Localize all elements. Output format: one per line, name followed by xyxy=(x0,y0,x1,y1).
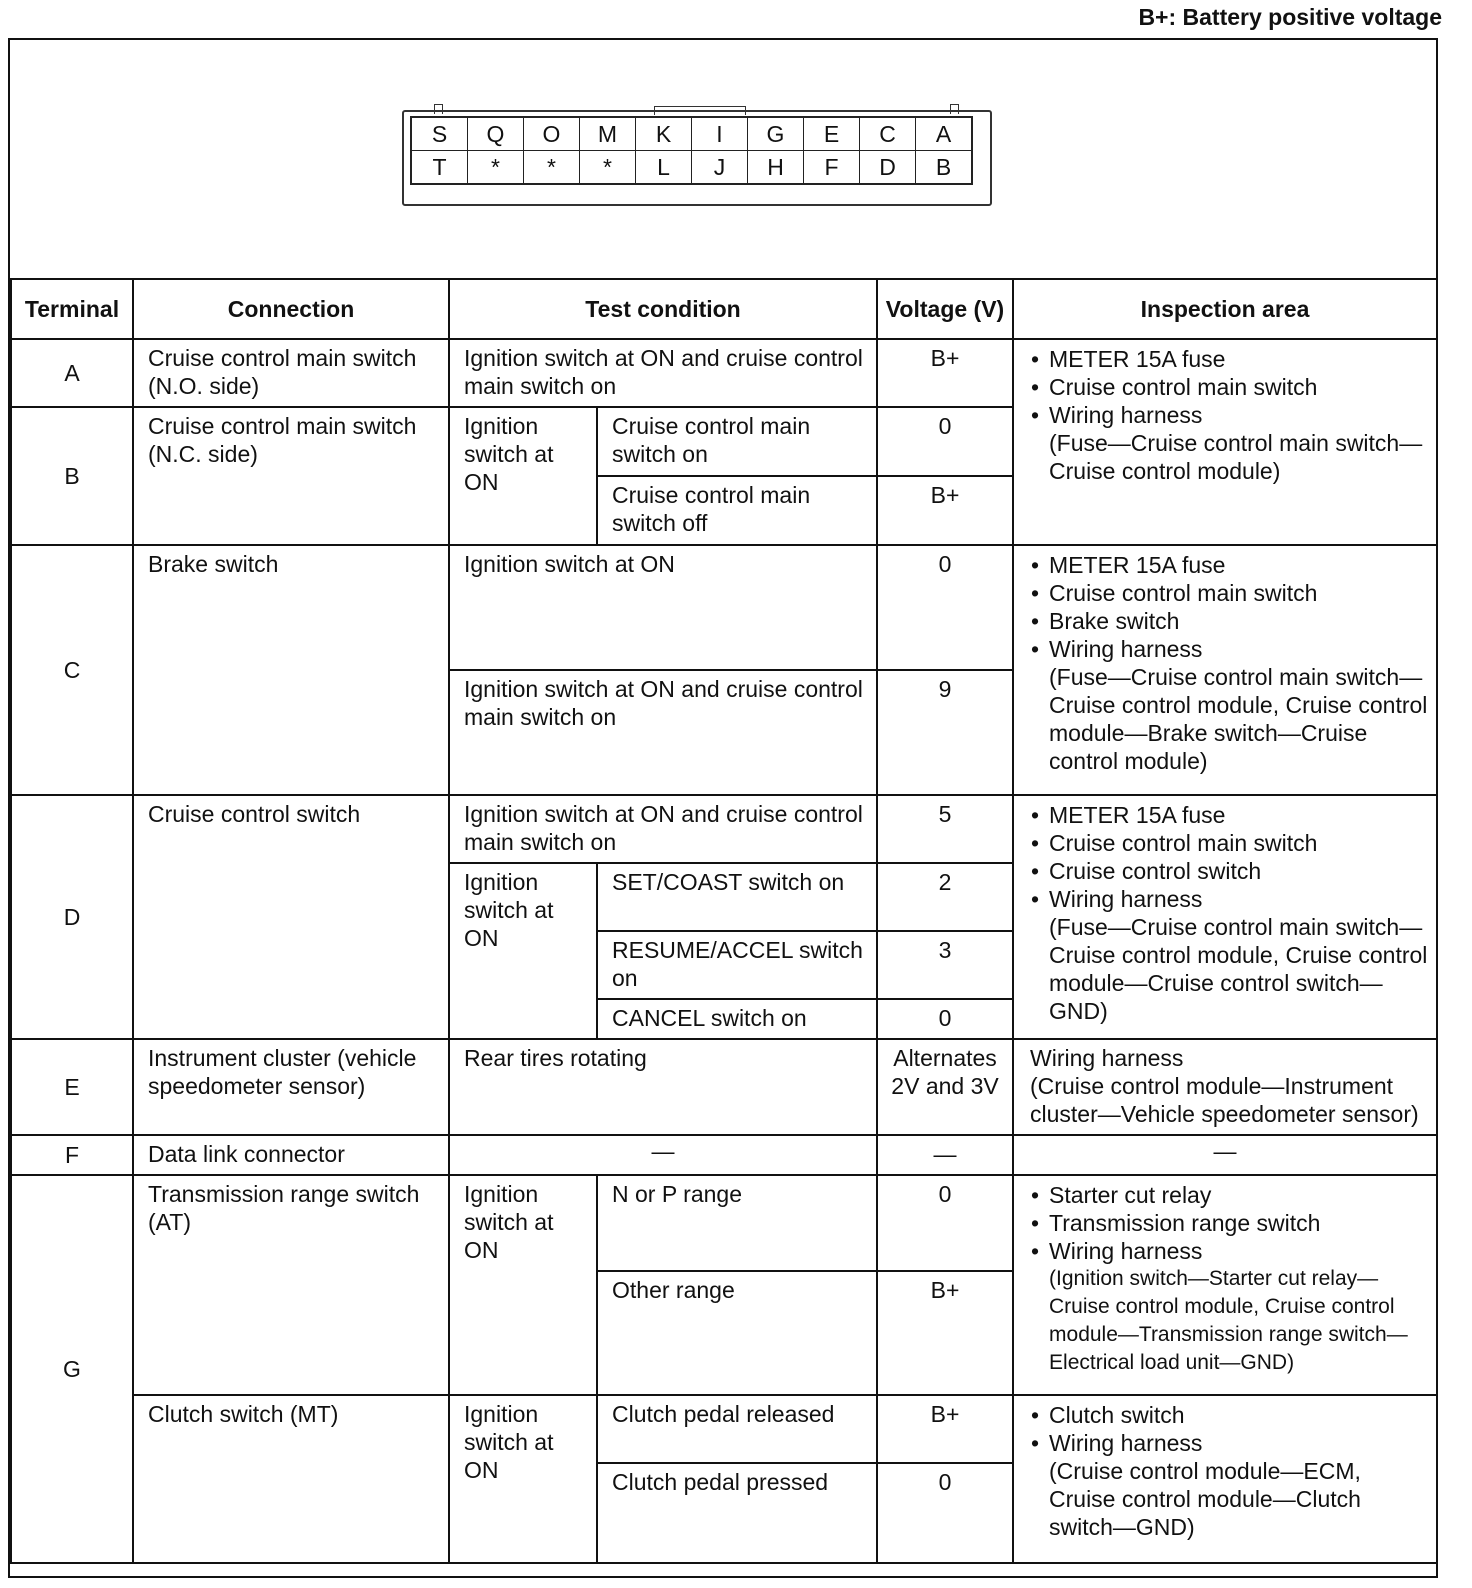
inspection-title: Wiring harness xyxy=(1030,1045,1184,1071)
pin-label: T xyxy=(411,151,468,185)
inspection-note: (Fuse—Cruise control main switch—Cruise control module, Cruise control module—Cruise control switch—GND) xyxy=(1049,914,1428,1024)
voltage-cell: 2 xyxy=(877,863,1013,931)
condition-cell: SET/COAST switch on xyxy=(597,863,877,931)
terminal-cell: E xyxy=(11,1039,133,1135)
table-row xyxy=(11,795,1437,863)
pin-label: M xyxy=(580,117,636,151)
pin-label: G xyxy=(748,117,804,151)
condition-cell: Ignition switch at ON xyxy=(449,545,877,670)
terminal-cell: D xyxy=(11,795,133,1039)
condition-group-cell: Ignition switch at ON xyxy=(449,1175,597,1395)
inspection-cell xyxy=(1013,339,1437,545)
condition-cell: RESUME/ACCEL switch on xyxy=(597,931,877,999)
voltage-cell: 3 xyxy=(877,931,1013,999)
inspection-item: • Wiring harness xyxy=(1029,1237,1431,1265)
connector-diagram xyxy=(402,108,992,208)
connection-cell: Brake switch xyxy=(133,545,449,795)
inspection-item: • Wiring harness xyxy=(1029,885,1431,913)
table-row xyxy=(11,545,1437,670)
inspection-item: • Wiring harness xyxy=(1029,401,1431,429)
connector-tab-right xyxy=(950,104,959,114)
inspection-item: • Transmission range switch xyxy=(1029,1209,1431,1237)
inspection-note: (Cruise control module—ECM, Cruise control module—Clutch switch—GND) xyxy=(1049,1458,1361,1540)
inspection-cell xyxy=(1013,1175,1437,1395)
condition-cell: Clutch pedal released xyxy=(597,1395,877,1463)
inspection-item: • Starter cut relay xyxy=(1029,1181,1431,1209)
table-row xyxy=(11,1135,1437,1175)
pin-label: C xyxy=(860,117,916,151)
pin-row-bottom xyxy=(411,151,972,185)
inspection-item: • Cruise control main switch xyxy=(1029,829,1431,857)
pin-label: E xyxy=(804,117,860,151)
inspection-item: • Wiring harness xyxy=(1029,635,1431,663)
voltage-cell: 0 xyxy=(877,1175,1013,1271)
condition-cell: — xyxy=(449,1135,877,1175)
condition-cell: Ignition switch at ON and cruise control main switch on xyxy=(449,670,877,795)
table-row xyxy=(11,1039,1437,1135)
header-terminal: Terminal xyxy=(11,279,133,339)
connection-cell: Instrument cluster (vehicle speedometer sensor) xyxy=(133,1039,449,1135)
pin-label: O xyxy=(524,117,580,151)
pin-label: D xyxy=(860,151,916,185)
connection-cell: Cruise control main switch (N.O. side) xyxy=(133,339,449,407)
terminal-table xyxy=(10,278,1438,1564)
inspection-item: • METER 15A fuse xyxy=(1029,801,1431,829)
pin-label: Q xyxy=(468,117,524,151)
connector-tab-left xyxy=(434,104,443,114)
inspection-note: (Fuse—Cruise control main switch—Cruise control module) xyxy=(1049,430,1423,484)
connection-cell: Transmission range switch (AT) xyxy=(133,1175,449,1395)
voltage-cell: B+ xyxy=(877,476,1013,545)
table-row xyxy=(11,339,1437,407)
voltage-cell: Alternates 2V and 3V xyxy=(877,1039,1013,1135)
inspection-item: • Clutch switch xyxy=(1029,1401,1431,1429)
voltage-cell: — xyxy=(877,1135,1013,1175)
voltage-cell: 0 xyxy=(877,999,1013,1039)
condition-cell: Other range xyxy=(597,1271,877,1395)
connection-cell: Clutch switch (MT) xyxy=(133,1395,449,1563)
inspection-item: • Brake switch xyxy=(1029,607,1431,635)
pin-label: * xyxy=(580,151,636,185)
connector-latch xyxy=(654,106,746,115)
voltage-cell: 0 xyxy=(877,407,1013,476)
inspection-cell: — xyxy=(1013,1135,1437,1175)
condition-cell: Clutch pedal pressed xyxy=(597,1463,877,1563)
table-header-row xyxy=(11,279,1437,339)
condition-cell: Cruise control main switch off xyxy=(597,476,877,545)
inspection-item: • Cruise control main switch xyxy=(1029,579,1431,607)
inspection-item: • Cruise control main switch xyxy=(1029,373,1431,401)
pin-label: F xyxy=(804,151,860,185)
inspection-note: (Cruise control module—Instrument cluster—Vehicle speedometer sensor) xyxy=(1030,1073,1419,1127)
inspection-item: • Cruise control switch xyxy=(1029,857,1431,885)
connector-diagram-area xyxy=(10,40,1436,278)
voltage-legend: B+: Battery positive voltage xyxy=(1138,4,1442,30)
terminal-cell: G xyxy=(11,1175,133,1563)
table-row xyxy=(11,1175,1437,1271)
pin-label: B xyxy=(916,151,973,185)
voltage-cell: 0 xyxy=(877,545,1013,670)
inspection-note: (Ignition switch—Starter cut relay—Cruise control module, Cruise control module—Transmission range switch—Electrical load unit—GND) xyxy=(1049,1267,1408,1374)
condition-cell: Ignition switch at ON and cruise control main switch on xyxy=(449,339,877,407)
voltage-cell: 5 xyxy=(877,795,1013,863)
header-connection: Connection xyxy=(133,279,449,339)
condition-cell: CANCEL switch on xyxy=(597,999,877,1039)
voltage-cell: B+ xyxy=(877,1395,1013,1463)
condition-cell: Rear tires rotating xyxy=(449,1039,877,1135)
terminal-cell: C xyxy=(11,545,133,795)
pin-label: J xyxy=(692,151,748,185)
condition-group-cell: Ignition switch at ON xyxy=(449,1395,597,1563)
condition-cell: Cruise control main switch on xyxy=(597,407,877,476)
voltage-cell: B+ xyxy=(877,339,1013,407)
pin-label: H xyxy=(748,151,804,185)
voltage-cell: 0 xyxy=(877,1463,1013,1563)
connector-pin-grid xyxy=(410,116,973,185)
pin-label: I xyxy=(692,117,748,151)
voltage-cell: 9 xyxy=(877,670,1013,795)
pin-label: * xyxy=(468,151,524,185)
connection-cell: Cruise control main switch (N.C. side) xyxy=(133,407,449,545)
pin-label: * xyxy=(524,151,580,185)
condition-cell: N or P range xyxy=(597,1175,877,1271)
inspection-chart xyxy=(8,38,1438,1578)
condition-cell: Ignition switch at ON and cruise control main switch on xyxy=(449,795,877,863)
pin-label: L xyxy=(636,151,692,185)
connection-cell: Data link connector xyxy=(133,1135,449,1175)
header-test-condition: Test condition xyxy=(449,279,877,339)
inspection-item: • Wiring harness xyxy=(1029,1429,1431,1457)
pin-label: S xyxy=(411,117,468,151)
connection-cell: Cruise control switch xyxy=(133,795,449,1039)
pin-row-top xyxy=(411,117,972,151)
header-voltage: Voltage (V) xyxy=(877,279,1013,339)
inspection-cell xyxy=(1013,545,1437,795)
condition-group-cell: Ignition switch at ON xyxy=(449,407,597,545)
terminal-cell: A xyxy=(11,339,133,407)
pin-label: A xyxy=(916,117,973,151)
inspection-item: • METER 15A fuse xyxy=(1029,551,1431,579)
header-inspection: Inspection area xyxy=(1013,279,1437,339)
inspection-item: • METER 15A fuse xyxy=(1029,345,1431,373)
terminal-cell: F xyxy=(11,1135,133,1175)
inspection-cell xyxy=(1013,1039,1437,1135)
voltage-cell: B+ xyxy=(877,1271,1013,1395)
condition-group-cell: Ignition switch at ON xyxy=(449,863,597,1039)
terminal-cell: B xyxy=(11,407,133,545)
inspection-note: (Fuse—Cruise control main switch—Cruise control module, Cruise control module—Brake switch—Cruise control module) xyxy=(1049,664,1428,774)
pin-label: K xyxy=(636,117,692,151)
table-row xyxy=(11,1395,1437,1463)
inspection-cell xyxy=(1013,1395,1437,1563)
inspection-cell xyxy=(1013,795,1437,1039)
